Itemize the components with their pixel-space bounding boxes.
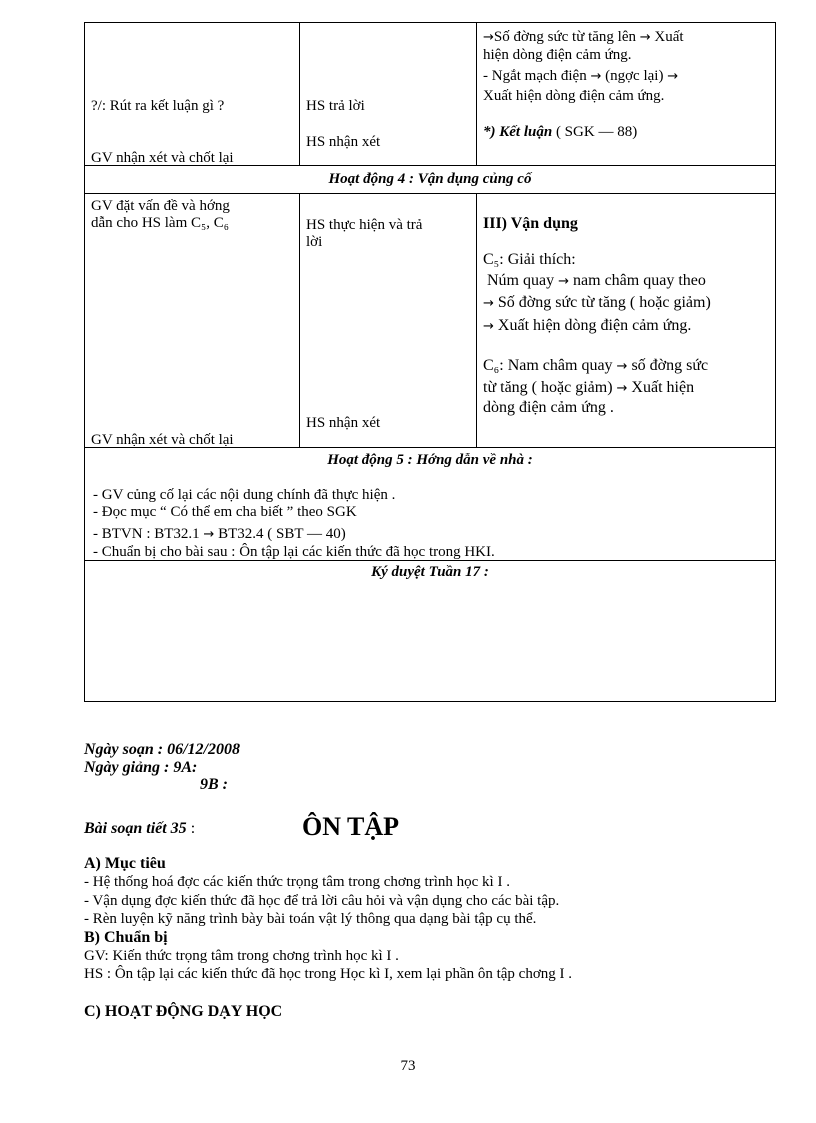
c5-line: Núm quay → nam châm quay theo xyxy=(487,272,706,289)
column-divider xyxy=(299,193,300,447)
section-heading: III) Vận dụng xyxy=(483,215,578,232)
objective-item: - Vận dụng đợc kiến thức đã học để trả lời câu hỏi và vận dụng cho các bài tập. xyxy=(84,893,560,909)
section-a-heading: A) Mục tiêu xyxy=(84,855,166,872)
arrow-right-icon: → xyxy=(590,69,602,84)
section-b-heading: B) Chuẩn bị xyxy=(84,929,168,946)
arrow-right-icon: → xyxy=(483,319,494,334)
homework-item: - BTVN : BT32.1 → BT32.4 ( SBT — 40) xyxy=(93,526,346,542)
page-title: ÔN TẬP xyxy=(302,812,400,841)
section-c-heading: C) HOẠT ĐỘNG DẠY HỌC xyxy=(84,1003,283,1020)
arrow-right-icon: → xyxy=(203,527,215,542)
c6-line: dòng điện cảm ứng . xyxy=(483,399,614,416)
prep-item: GV: Kiến thức trọng tâm trong chơng trình học kì I . xyxy=(84,948,399,964)
activity-4-title: Hoạt động 4 : Vận dụng củng cố xyxy=(328,171,532,187)
c6-line: từ tăng ( hoặc giảm) → Xuất hiện xyxy=(483,379,695,396)
signature-title: Ký duyệt Tuần 17 : xyxy=(371,564,489,580)
arrow-right-icon: → xyxy=(483,30,494,45)
arrow-right-icon: → xyxy=(639,30,651,45)
page-number: 73 xyxy=(400,1058,416,1074)
c6-line: C₆: Nam châm quay → số đờng sức xyxy=(483,357,709,374)
column-divider xyxy=(476,22,477,165)
column-divider xyxy=(299,22,300,165)
prep-item: HS : Ôn tập lại các kiến thức đã học trong Học kì I, xem lại phần ôn tập chơng I . xyxy=(84,966,573,982)
objective-item: - Hệ thống hoá đợc các kiến thức trọng tâm trong chơng trình học kì I . xyxy=(84,874,510,890)
objective-item: - Rèn luyện kỹ năng trình bày bài toán vật lý thông qua dạng bài tập cụ thể. xyxy=(84,911,537,927)
activity-5-title: Hoạt động 5 : Hớng dẫn về nhà : xyxy=(327,452,533,468)
row-divider xyxy=(84,447,776,448)
lesson-label: Bài soạn tiết 35 : xyxy=(84,820,196,837)
teacher-instruction: GV đặt vấn đề và hớng xyxy=(91,198,230,214)
arrow-right-icon: → xyxy=(667,69,679,84)
teacher-note: GV nhận xét và chốt lại xyxy=(91,432,234,446)
content-line: →Số đờng sức từ tăng lên → Xuất xyxy=(483,29,684,45)
row-divider xyxy=(84,560,776,561)
student-answer: HS trả lời xyxy=(306,98,365,114)
teach-date: Ngày giảng : 9A: xyxy=(84,759,198,776)
arrow-right-icon: → xyxy=(616,359,628,374)
teacher-question: ?/: Rút ra kết luận gì ? xyxy=(91,98,225,114)
content-line: Xuất hiện dòng điện cảm ứng. xyxy=(483,88,665,104)
homework-item: - Đọc mục “ Có thể em cha biết ” theo SGK xyxy=(93,504,357,520)
teacher-note: GV nhận xét và chốt lại xyxy=(91,150,234,164)
homework-item: - Chuẩn bị cho bài sau : Ôn tập lại các kiến thức đã học trong HKI. xyxy=(93,544,495,559)
homework-item: - GV củng cố lại các nội dung chính đã thực hiện . xyxy=(93,487,396,503)
teach-class: 9B : xyxy=(200,776,228,793)
c5-line: → Số đờng sức từ tăng ( hoặc giảm) xyxy=(483,294,711,311)
student-comment: HS nhận xét xyxy=(306,415,381,431)
student-action: lời xyxy=(306,234,323,250)
prep-date: Ngày soạn : 06/12/2008 xyxy=(84,741,240,758)
content-line: - Ngắt mạch điện → (ngợc lại) → xyxy=(483,68,679,84)
arrow-right-icon: → xyxy=(558,274,570,289)
arrow-right-icon: → xyxy=(483,296,494,311)
column-divider xyxy=(476,193,477,447)
row-divider xyxy=(84,165,776,166)
student-action: HS thực hiện và trả xyxy=(306,217,423,233)
content-line: hiện dòng điện cảm ứng. xyxy=(483,47,632,63)
conclusion: *) Kết luận ( SGK — 88) xyxy=(483,124,638,140)
c5-intro: C₅: Giải thích: xyxy=(483,251,576,268)
student-comment: HS nhận xét xyxy=(306,134,381,150)
row-divider xyxy=(84,193,776,194)
arrow-right-icon: → xyxy=(616,381,628,396)
teacher-instruction: dẫn cho HS làm C₅, C₆ xyxy=(91,215,229,231)
c5-line: → Xuất hiện dòng điện cảm ứng. xyxy=(483,317,692,334)
